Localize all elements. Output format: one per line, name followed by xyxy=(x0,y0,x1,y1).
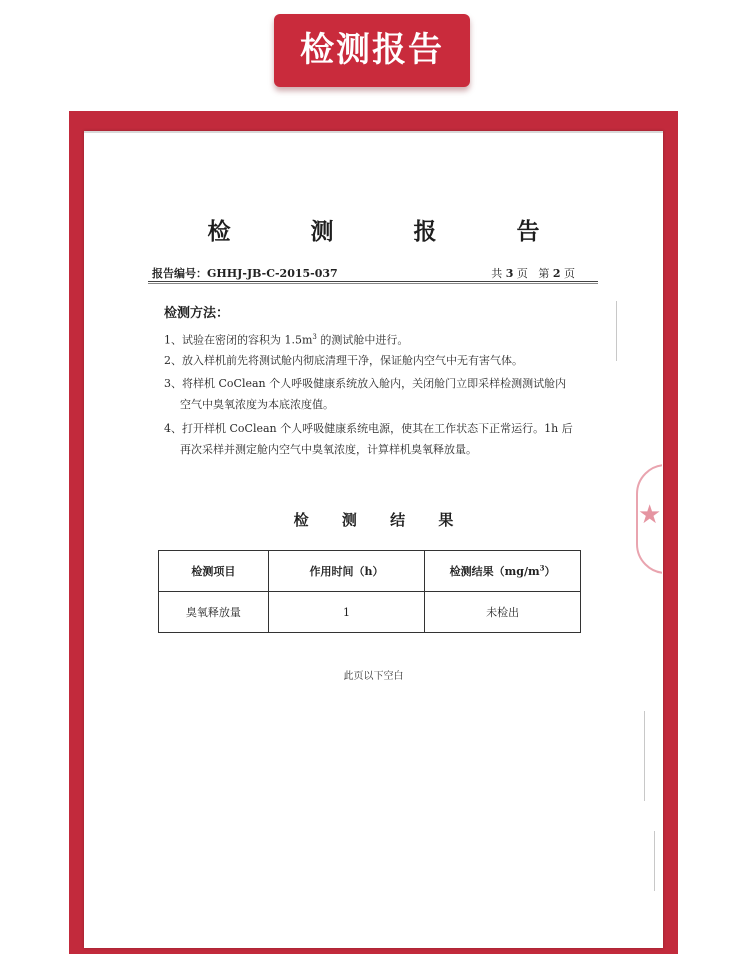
cell-duration: 1 xyxy=(268,592,424,633)
method-1-text-b: 的测试舱中进行。 xyxy=(316,333,409,347)
scan-edge xyxy=(84,131,663,133)
method-item-3-cont: 空气中臭氧浓度为本底浓度值。 xyxy=(180,398,334,411)
method-item-4: 4、打开样机 CoClean 个人呼吸健康系统电源，使其在工作状态下正常运行。1h 后 xyxy=(164,422,573,435)
cell-result: 未检出 xyxy=(425,592,581,633)
banner-title: 检测报告 xyxy=(274,14,470,87)
method-section-title: 检测方法： xyxy=(164,306,230,321)
document-title: 检 测 报 告 xyxy=(207,218,576,245)
method-item-4-cont: 再次采样并测定舱内空气中臭氧浓度，计算样机臭氧释放量。 xyxy=(180,443,477,456)
table-header-row xyxy=(159,551,581,592)
official-seal xyxy=(636,464,662,574)
page-current: 2 xyxy=(552,267,561,280)
scan-artifact xyxy=(644,711,645,801)
method-item-2: 2、放入样机前先将测试舱内彻底清理干净，保证舱内空气中无有害气体。 xyxy=(164,354,523,367)
report-sheet xyxy=(84,131,663,948)
page-current-prefix: 第 xyxy=(538,267,550,280)
page-total-suffix: 页 xyxy=(516,267,528,280)
scan-artifact xyxy=(654,831,655,891)
method-1-sup: 3 xyxy=(312,333,317,341)
header-result-suffix: ） xyxy=(544,565,556,578)
cell-test-item: 臭氧释放量 xyxy=(159,592,269,633)
header-rule xyxy=(148,281,598,282)
blank-page-note: 此页以下空白 xyxy=(343,671,404,682)
seal-star-icon: ★ xyxy=(638,500,662,530)
method-item-3: 3、将样机 CoClean 个人呼吸健康系统放入舱内，关闭舱门立即采样检测测试舱内 xyxy=(164,377,567,390)
scan-artifact xyxy=(616,301,617,361)
document-frame xyxy=(69,111,678,954)
page-total-prefix: 共 xyxy=(491,267,503,280)
results-table xyxy=(158,550,581,633)
page-total: 3 xyxy=(505,267,514,280)
method-1-text-a: 1、试验在密闭的容积为 1.5m xyxy=(164,333,313,347)
header-result xyxy=(425,551,581,592)
method-item-1 xyxy=(164,327,604,351)
page-info xyxy=(491,265,575,281)
table-row xyxy=(159,592,581,633)
header-duration: 作用时间（h） xyxy=(268,551,424,592)
report-number: 报告编号：GHHJ-JB-C-2015-037 xyxy=(152,267,338,280)
header-result-text: 检测结果（mg/m xyxy=(449,565,540,578)
header-test-item: 检测项目 xyxy=(159,551,269,592)
page-current-suffix: 页 xyxy=(564,267,575,280)
header-rule-thin xyxy=(148,283,598,284)
header-result-sup: 3 xyxy=(539,563,545,573)
results-title: 检 测 结 果 xyxy=(293,511,468,529)
